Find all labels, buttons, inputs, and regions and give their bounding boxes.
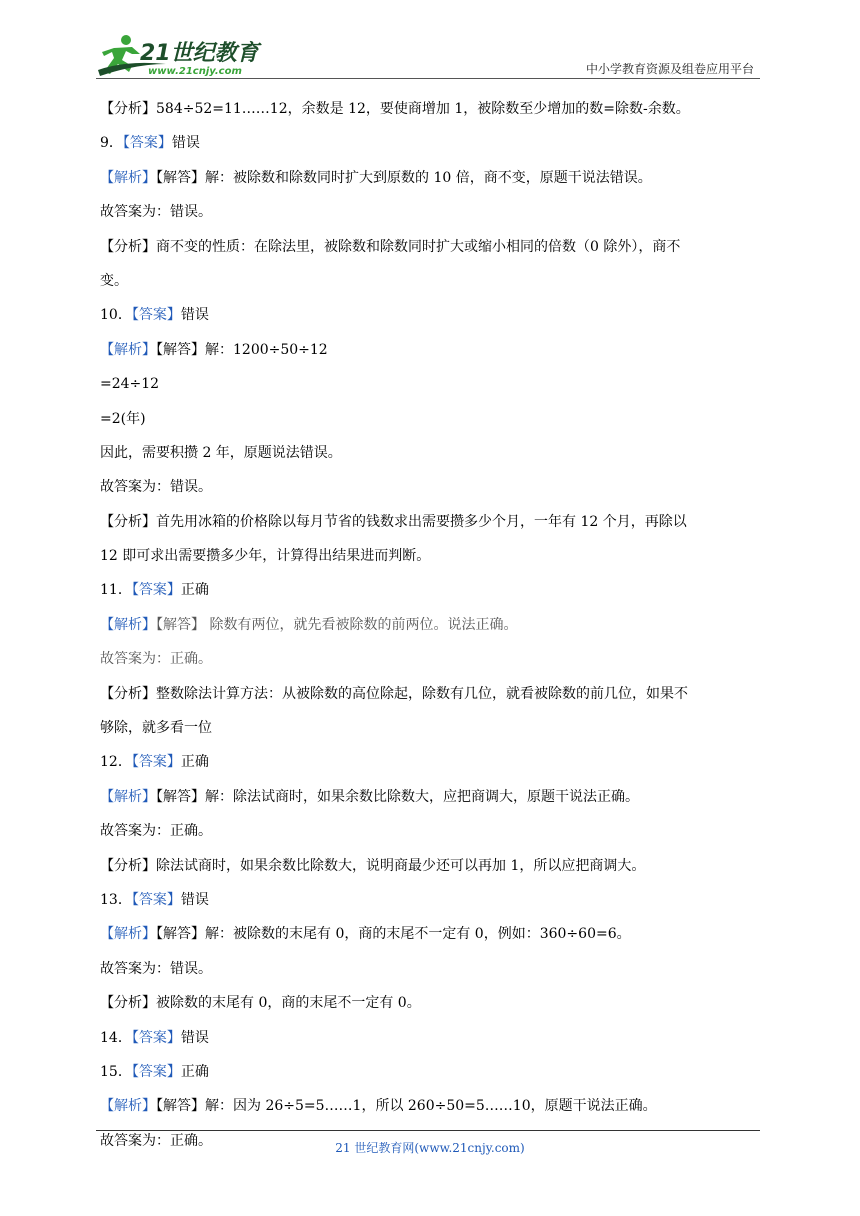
line-text: 故答案为：错误。 (100, 479, 212, 496)
text-line (100, 99, 760, 119)
logo-text: 21世纪教育 (140, 41, 259, 66)
line-text: 正确 (180, 582, 209, 599)
line-text: =2(年) (100, 410, 146, 427)
answer-content (100, 99, 760, 1165)
line-text: 因此，需要积攒 2 年，原题说法错误。 (100, 444, 342, 461)
line-text: 够除，就多看一位 (100, 720, 212, 737)
line-text: 【分析】商不变的性质：在除法里，被除数和除数同时扩大或缩小相同的倍数（0 除外），商不 (100, 238, 681, 255)
text-line (100, 409, 760, 429)
text-line (100, 580, 760, 600)
line-text: 12 即可求出需要攒多少年，计算得出结果进而判断。 (100, 548, 431, 565)
line-text: 【分析】首先用冰箱的价格除以每月节省的钱数求出需要攒多少个月，一年有 12 个月，再除以 (100, 513, 687, 530)
section-tag: 【解析】 (100, 169, 156, 186)
text-line (100, 1062, 760, 1082)
text-line (100, 133, 760, 153)
footer-divider (96, 1130, 760, 1131)
line-text: 【解答】解：被除数的末尾有 0，商的末尾不一定有 0，例如：360÷60=6。 (156, 926, 631, 943)
header-platform-name: 中小学教育资源及组卷应用平台 (585, 62, 754, 76)
text-line (100, 202, 760, 222)
text-line (100, 993, 760, 1013)
header-divider (96, 78, 760, 79)
section-tag: 【答案】 (131, 1029, 181, 1046)
line-text: 错误 (180, 1029, 209, 1046)
line-text: 故答案为：正确。 (100, 651, 212, 668)
line-text: 【解答】 (156, 616, 210, 633)
text-line (100, 752, 760, 772)
section-tag: 【解析】 (100, 926, 156, 943)
text-line (100, 924, 760, 944)
section-tag: 【答案】 (131, 582, 181, 599)
page-header (96, 30, 760, 80)
text-line (100, 340, 760, 360)
line-text: 错误 (180, 891, 209, 908)
text-line (100, 305, 760, 325)
text-line (100, 821, 760, 841)
line-text: 正确 (180, 754, 209, 771)
line-text: 【解答】解：因为 26÷5=5……1，所以 260÷50=5……10，原题干说法正确。 (156, 1098, 657, 1115)
text-line (100, 787, 760, 807)
line-text: =24÷12 (100, 376, 160, 393)
line-text: 【分析】584÷52=11……12，余数是 12，要使商增加 1，被除数至少增加的数=除数-余数。 (100, 101, 690, 117)
line-text: 【分析】整数除法计算方法：从被除数的高位除起，除数有几位，就看被除数的前几位，如果不 (100, 685, 688, 702)
text-line (100, 615, 760, 635)
section-tag: 【解析】 (100, 788, 156, 805)
line-text: 故答案为：错误。 (100, 204, 212, 221)
line-text: 【分析】被除数的末尾有 0，商的末尾不一定有 0。 (100, 995, 421, 1012)
text-line (100, 237, 760, 257)
text-line (100, 168, 760, 188)
logo-url: www.21cnjy.com (148, 66, 242, 77)
line-text: 故答案为：正确。 (100, 823, 212, 840)
text-line (100, 477, 760, 497)
text-line (100, 374, 760, 394)
section-tag: 【解析】 (100, 1098, 156, 1115)
line-text: 【解答】解：除法试商时，如果余数比除数大，应把商调大，原题干说法正确。 (156, 788, 639, 805)
section-tag: 【答案】 (131, 307, 181, 324)
text-line (100, 684, 760, 704)
line-text: 13． (100, 891, 132, 908)
line-text: 【分析】除法试商时，如果余数比除数大，说明商最少还可以再加 1，所以应把商调大。 (100, 857, 646, 874)
section-tag: 【解析】 (100, 341, 156, 358)
text-line (100, 890, 760, 910)
line-text: 10． (100, 307, 132, 324)
section-tag: 【答案】 (131, 891, 181, 908)
section-tag: 【解析】 (100, 616, 156, 633)
text-line (100, 1096, 760, 1116)
line-text: 15． (100, 1063, 132, 1080)
line-text: 故答案为：正确。 (100, 1132, 212, 1149)
footer-text: 21 世纪教育网(www.21cnjy.com) (335, 1141, 525, 1155)
line-text: 14． (100, 1029, 132, 1046)
line-text: 错误 (180, 307, 209, 324)
line-text: 12． (100, 754, 132, 771)
text-line (100, 512, 760, 532)
line-text: 【解答】解：被除数和除数同时扩大到原数的 10 倍，商不变，原题干说法错误。 (156, 169, 652, 186)
text-line (100, 1028, 760, 1048)
logo-icon (96, 30, 276, 80)
text-line (100, 443, 760, 463)
text-line (100, 546, 760, 566)
section-tag: 【答案】 (122, 135, 172, 152)
line-text: 11． (100, 582, 132, 599)
text-line (100, 959, 760, 979)
text-line (100, 649, 760, 669)
text-line (100, 718, 760, 738)
line-text: 9． (100, 135, 123, 152)
text-line (100, 856, 760, 876)
section-tag: 【答案】 (131, 754, 181, 771)
line-text: 【解答】解：1200÷50÷12 (156, 341, 328, 358)
line-text: 正确 (180, 1063, 209, 1080)
line-text: 除数有两位，就先看被除数的前两位。说法正确。 (209, 616, 518, 633)
line-text: 错误 (171, 135, 200, 152)
line-text: 变。 (100, 272, 128, 289)
line-text: 故答案为：错误。 (100, 960, 212, 977)
text-line (100, 271, 760, 291)
section-tag: 【答案】 (131, 1063, 181, 1080)
